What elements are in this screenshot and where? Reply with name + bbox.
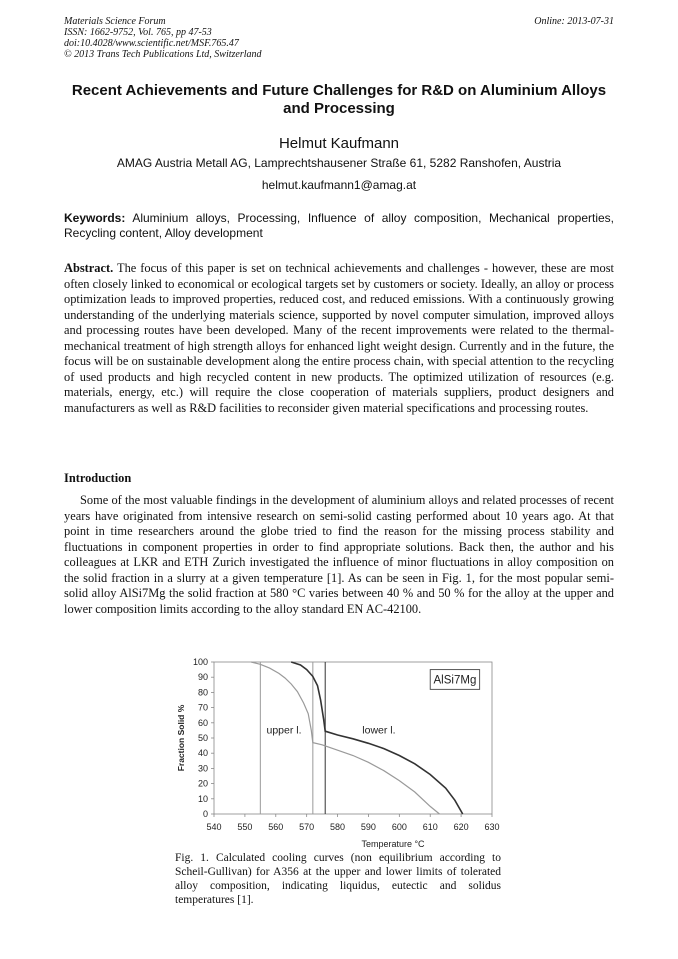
y-axis-label: Fraction Solid % [176, 704, 186, 772]
online-date: Online: 2013-07-31 [534, 16, 614, 27]
author-name: Helmut Kaufmann [278, 135, 400, 152]
y-tick-label: 30 [197, 763, 208, 774]
doi: doi:10.4028/www.scientific.net/MSF.765.47 [64, 38, 239, 49]
abstract [64, 261, 614, 416]
cooling-curve-chart [172, 650, 512, 850]
x-tick-label: 580 [330, 822, 346, 832]
x-tick-label: 540 [206, 822, 222, 832]
x-tick-label: 550 [237, 822, 253, 832]
x-tick-label: 590 [360, 822, 376, 832]
y-tick-label: 40 [197, 748, 208, 759]
x-tick-label: 600 [391, 822, 407, 832]
journal-header [64, 16, 262, 60]
keywords-text: Aluminium alloys, Processing, Influence of alloy composition, Mechanical properties, Recycling content, Alloy development [64, 211, 615, 240]
abstract-text: The focus of this paper is set on technical achievements and challenges - however, these are most often closely linked to economical or ecological targets set by customers or society. Ideally, an alloy or process optimization leads to improved properties, reduced cost, and reduced emissions. With a continuously growing understanding of the underlying materials science, supported by novel computer simulation, improved alloys and processing routes have been developed. Many of the recent improvements were related to the thermal-mechanical treatment of high strength alloys for enhanced light weight design. Currently and in the future, the focus will be on sustainable development along the entire process chain, with special attention to the recycling of used products and high recycled content in new products. The optimized utilization of resources (e.g. materials, energy, etc.) will require the close cooperation of materials suppliers, product designers and manufacturers as well as R&D facilities to reconsider given material specifications and processing routes. [64, 261, 614, 415]
y-tick-label: 70 [197, 702, 208, 713]
x-tick-label: 570 [299, 822, 315, 832]
x-tick-label: 630 [484, 822, 500, 832]
keywords-label: Keywords: [64, 211, 126, 225]
legend-text: AlSi7Mg [433, 674, 477, 687]
intro-heading: Introduction [64, 471, 132, 485]
x-tick-label: 610 [422, 822, 438, 832]
y-tick-label: 100 [192, 657, 208, 667]
y-tick-label: 60 [197, 717, 208, 728]
x-axis-label: Temperature °C [361, 839, 425, 849]
issn: ISSN: 1662-9752, Vol. 765, pp 47-53 [64, 27, 212, 38]
series-line-upper [251, 662, 439, 814]
y-tick-label: 80 [197, 687, 208, 698]
y-tick-label: 0 [202, 809, 208, 819]
affiliation: AMAG Austria Metall AG, Lamprechtshausener Straße 61, 5282 Ranshofen, Austria [116, 156, 562, 170]
y-tick-label: 20 [197, 778, 208, 789]
copyright: © 2013 Trans Tech Publications Ltd, Switzerland [64, 49, 262, 60]
series-label-lower: lower l. [362, 724, 396, 737]
figure-1 [172, 650, 512, 850]
abstract-label: Abstract. [64, 261, 114, 275]
author-email: helmut.kaufmann1@amag.at [261, 178, 417, 192]
y-tick-label: 50 [197, 733, 208, 743]
series-label-upper: upper l. [266, 724, 302, 737]
paper-title: Recent Achievements and Future Challenges for R&D on Aluminium Alloys and Processing [71, 82, 607, 117]
figure-caption: Fig. 1. Calculated cooling curves (non equilibrium according to Scheil-Gullivan) for A356 at the upper and lower limits of tolerated alloy composition, indicating liquidus, eutectic and solidus temperatures [1]. [175, 852, 501, 906]
intro-paragraph: Some of the most valuable findings in the development of aluminium alloys and related processes of recent years have originated from intensive research on semi-solid casting performed about 10 years ago. At that point in time researchers around the globe tried to find the reason for the missing process stability and fluctuations in component properties in order to find appropriate solutions. Back then, the author and his colleagues at LKR and ETH Zurich investigated the influence of minor fluctuations in alloy composition on the solid fraction in a slurry at a given temperature [1]. As can be seen in Fig. 1, for the most popular semi-solid alloy AlSi7Mg the solid fraction at 580 °C varies between 40 % and 50 % for the alloy at the upper and lower composition limits according to the alloy standard EN AC-42100. [64, 493, 614, 616]
x-tick-label: 620 [453, 822, 469, 832]
y-tick-label: 90 [197, 672, 208, 683]
journal-name: Materials Science Forum [64, 16, 166, 27]
keywords [64, 211, 614, 241]
y-tick-label: 10 [197, 793, 208, 804]
x-tick-label: 560 [268, 822, 284, 832]
